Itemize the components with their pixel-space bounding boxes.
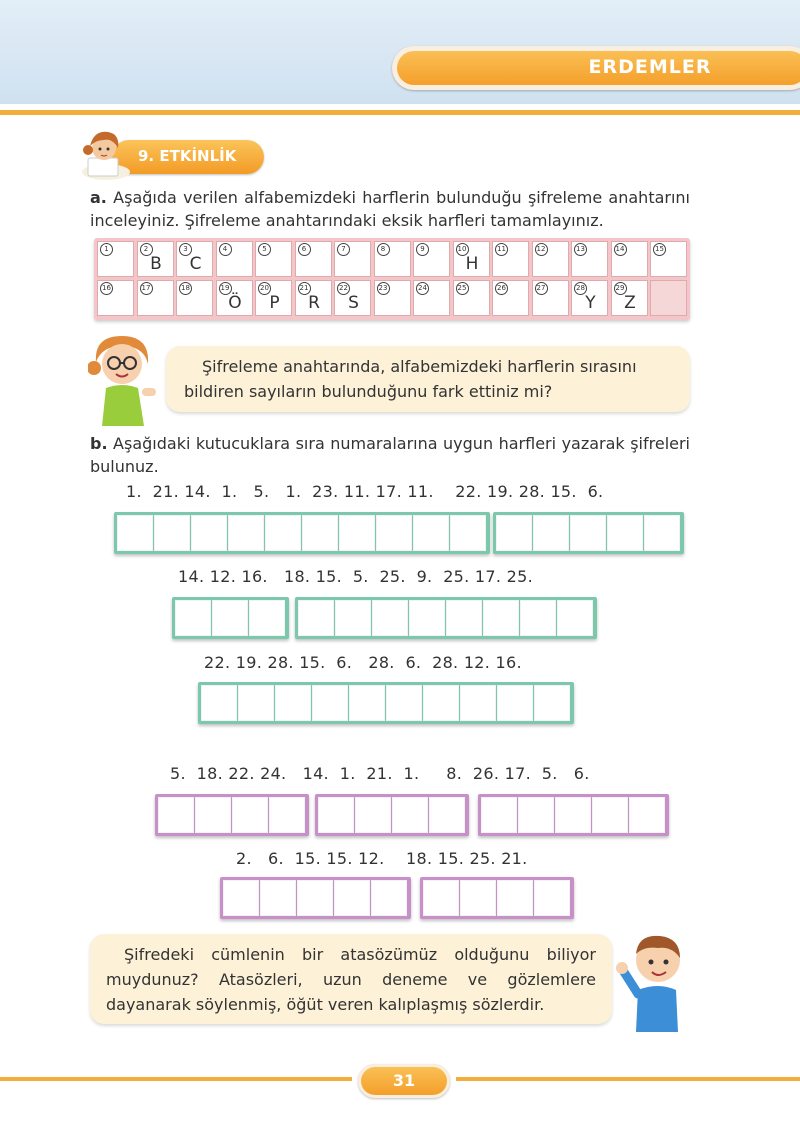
cipher-cell-13[interactable] xyxy=(571,241,608,277)
page-number: 31 xyxy=(392,1071,416,1090)
answer-box[interactable] xyxy=(154,515,190,551)
cipher-cell-number: 25 xyxy=(456,282,469,295)
cipher-cell-number: 5 xyxy=(258,243,271,256)
cipher-cell-number: 10 xyxy=(456,243,469,256)
answer-box[interactable] xyxy=(275,685,311,721)
answer-box[interactable] xyxy=(238,685,274,721)
cipher-cell-number: 6 xyxy=(298,243,311,256)
cipher-cell-number: 20 xyxy=(258,282,271,295)
answer-box[interactable] xyxy=(392,797,428,833)
answer-box[interactable] xyxy=(570,515,606,551)
answer-box[interactable] xyxy=(349,685,385,721)
answer-box[interactable] xyxy=(497,880,533,916)
answer-box[interactable] xyxy=(534,685,570,721)
answer-box[interactable] xyxy=(201,685,237,721)
boy-speech-text: Şifredeki cümlenin bir atasözümüz olduğunu biliyor muydunuz? Atasözleri, uzun deneme ve gözlemlere dayanarak söylenmiş, öğüt veren kalıplaşmış sözlerdir. xyxy=(106,945,596,1014)
cipher-cell-number: 9 xyxy=(416,243,429,256)
answer-box[interactable] xyxy=(318,797,354,833)
footer-line-left xyxy=(0,1077,352,1081)
answer-box[interactable] xyxy=(460,685,496,721)
reading-girl-icon xyxy=(78,124,134,182)
part-a-marker: a. xyxy=(90,188,107,207)
cipher-cell-number: 23 xyxy=(377,282,390,295)
cipher-cell-26[interactable] xyxy=(492,280,529,316)
answer-box[interactable] xyxy=(481,797,517,833)
cipher-key-table xyxy=(94,238,690,320)
cipher-cell-28[interactable] xyxy=(571,280,608,316)
answer-box[interactable] xyxy=(423,880,459,916)
part-a-instructions xyxy=(90,186,690,232)
cipher-cell-5[interactable] xyxy=(255,241,292,277)
cipher-cell-number: 18 xyxy=(179,282,192,295)
answer-box[interactable] xyxy=(496,515,532,551)
puzzle-4-word-2 xyxy=(315,794,469,836)
answer-box[interactable] xyxy=(265,515,301,551)
answer-box[interactable] xyxy=(592,797,628,833)
answer-box[interactable] xyxy=(629,797,665,833)
answer-box[interactable] xyxy=(607,515,643,551)
cipher-cell-letter: R xyxy=(308,293,320,313)
cipher-cell-3[interactable] xyxy=(176,241,213,277)
answer-box[interactable] xyxy=(450,515,486,551)
cipher-cell-number: 12 xyxy=(535,243,548,256)
cipher-cell-24[interactable] xyxy=(413,280,450,316)
answer-box[interactable] xyxy=(497,685,533,721)
cipher-cell-empty xyxy=(650,280,687,316)
cipher-cell-number: 7 xyxy=(337,243,350,256)
cipher-cell-20[interactable] xyxy=(255,280,292,316)
answer-box[interactable] xyxy=(191,515,227,551)
answer-box[interactable] xyxy=(520,600,556,636)
answer-box[interactable] xyxy=(298,600,334,636)
puzzle-1-word-2 xyxy=(493,512,684,554)
activity-label: 9. ETKİNLİK xyxy=(138,147,237,165)
cipher-cell-15[interactable] xyxy=(650,241,687,277)
cipher-cell-22[interactable] xyxy=(334,280,371,316)
answer-box[interactable] xyxy=(249,600,285,636)
cipher-cell-number: 29 xyxy=(614,282,627,295)
cipher-cell-number: 4 xyxy=(219,243,232,256)
cipher-cell-number: 2 xyxy=(140,243,153,256)
cipher-cell-letter: Z xyxy=(624,293,636,313)
puzzle-1-word-1 xyxy=(114,512,490,554)
answer-box[interactable] xyxy=(297,880,333,916)
cipher-cell-number: 24 xyxy=(416,282,429,295)
cipher-cell-number: 8 xyxy=(377,243,390,256)
cipher-cell-23[interactable] xyxy=(374,280,411,316)
answer-box[interactable] xyxy=(534,880,570,916)
cipher-cell-number: 3 xyxy=(179,243,192,256)
cipher-cell-1[interactable] xyxy=(97,241,134,277)
cipher-cell-29[interactable] xyxy=(611,280,648,316)
answer-box[interactable] xyxy=(371,880,407,916)
cipher-cell-letter: P xyxy=(269,293,280,313)
cipher-cell-number: 17 xyxy=(140,282,153,295)
cipher-cell-10[interactable] xyxy=(453,241,490,277)
cipher-cell-number: 11 xyxy=(495,243,508,256)
cipher-cell-number: 16 xyxy=(100,282,113,295)
girl-with-glasses-icon xyxy=(88,332,158,426)
cipher-cell-2[interactable] xyxy=(137,241,174,277)
answer-box[interactable] xyxy=(376,515,412,551)
answer-box[interactable] xyxy=(355,797,391,833)
answer-box[interactable] xyxy=(228,515,264,551)
puzzle-3-word-1 xyxy=(198,682,574,724)
cipher-cell-6[interactable] xyxy=(295,241,332,277)
unit-title: ERDEMLER xyxy=(588,56,712,78)
answer-box[interactable] xyxy=(446,600,482,636)
answer-box[interactable] xyxy=(117,515,153,551)
answer-box[interactable] xyxy=(518,797,554,833)
answer-box[interactable] xyxy=(409,600,445,636)
cipher-cell-21[interactable] xyxy=(295,280,332,316)
footer-line-right xyxy=(456,1077,800,1081)
answer-box[interactable] xyxy=(339,515,375,551)
answer-box[interactable] xyxy=(413,515,449,551)
puzzle-3-numbers: 22. 19. 28. 15. 6. 28. 6. 28. 12. 16. xyxy=(204,653,522,672)
answer-box[interactable] xyxy=(232,797,268,833)
waving-boy-icon xyxy=(614,924,694,1032)
answer-box[interactable] xyxy=(223,880,259,916)
answer-box[interactable] xyxy=(195,797,231,833)
puzzle-4-numbers: 5. 18. 22. 24. 14. 1. 21. 1. 8. 26. 17. 5. 6. xyxy=(170,764,590,783)
cipher-cell-7[interactable] xyxy=(334,241,371,277)
answer-box[interactable] xyxy=(334,880,370,916)
cipher-cell-17[interactable] xyxy=(137,280,174,316)
cipher-cell-number: 27 xyxy=(535,282,548,295)
cipher-cell-19[interactable] xyxy=(216,280,253,316)
puzzle-1-numbers: 1. 21. 14. 1. 5. 1. 23. 11. 17. 11. 22. 19. 28. 15. 6. xyxy=(126,482,604,501)
puzzle-2-word-2 xyxy=(295,597,597,639)
header-divider xyxy=(0,110,800,115)
part-b-text: Aşağıdaki kutucuklara sıra numaralarına uygun harfleri yazarak şifreleri bulunuz. xyxy=(90,434,690,476)
cipher-cell-16[interactable] xyxy=(97,280,134,316)
part-b-instructions xyxy=(90,432,690,478)
cipher-cell-12[interactable] xyxy=(532,241,569,277)
cipher-cell-letter: S xyxy=(348,293,359,313)
answer-box[interactable] xyxy=(372,600,408,636)
cipher-cell-letter: Y xyxy=(585,293,596,313)
puzzle-5-word-2 xyxy=(420,877,574,919)
cipher-cell-number: 15 xyxy=(653,243,666,256)
puzzle-2-word-1 xyxy=(172,597,289,639)
cipher-cell-number: 14 xyxy=(614,243,627,256)
answer-box[interactable] xyxy=(483,600,519,636)
cipher-cell-number: 19 xyxy=(219,282,232,295)
cipher-cell-number: 1 xyxy=(100,243,113,256)
cipher-cell-4[interactable] xyxy=(216,241,253,277)
cipher-cell-letter: Ö xyxy=(228,293,242,313)
answer-box[interactable] xyxy=(335,600,371,636)
cipher-cell-number: 13 xyxy=(574,243,587,256)
cipher-cell-number: 22 xyxy=(337,282,350,295)
girl-speech-text: Şifreleme anahtarında, alfabemizdeki harflerin sırasını bildiren sayıların bulunduğunu fark ettiniz mi? xyxy=(184,357,637,401)
answer-box[interactable] xyxy=(175,600,211,636)
answer-box[interactable] xyxy=(386,685,422,721)
cipher-cell-number: 28 xyxy=(574,282,587,295)
puzzle-4-word-3 xyxy=(478,794,669,836)
cipher-cell-14[interactable] xyxy=(611,241,648,277)
answer-box[interactable] xyxy=(158,797,194,833)
cipher-cell-8[interactable] xyxy=(374,241,411,277)
cipher-cell-18[interactable] xyxy=(176,280,213,316)
cipher-cell-9[interactable] xyxy=(413,241,450,277)
part-a-text: Aşağıda verilen alfabemizdeki harflerin bulunduğu şifreleme anahtarını inceleyiniz. Şifreleme anahtarındaki eksik harfleri tamamlayınız. xyxy=(90,188,691,230)
answer-box[interactable] xyxy=(269,797,305,833)
answer-box[interactable] xyxy=(423,685,459,721)
cipher-cell-letter: B xyxy=(150,254,162,274)
answer-box[interactable] xyxy=(533,515,569,551)
puzzle-4-word-1 xyxy=(155,794,309,836)
cipher-cell-number: 21 xyxy=(298,282,311,295)
answer-box[interactable] xyxy=(212,600,248,636)
answer-box[interactable] xyxy=(312,685,348,721)
answer-box[interactable] xyxy=(302,515,338,551)
answer-box[interactable] xyxy=(557,600,593,636)
cipher-cell-11[interactable] xyxy=(492,241,529,277)
cipher-cell-number: 26 xyxy=(495,282,508,295)
answer-box[interactable] xyxy=(644,515,680,551)
puzzle-2-numbers: 14. 12. 16. 18. 15. 5. 25. 9. 25. 17. 25. xyxy=(178,567,534,586)
cipher-cell-25[interactable] xyxy=(453,280,490,316)
answer-box[interactable] xyxy=(429,797,465,833)
puzzle-5-word-1 xyxy=(220,877,411,919)
answer-box[interactable] xyxy=(555,797,591,833)
answer-box[interactable] xyxy=(460,880,496,916)
cipher-cell-letter: C xyxy=(189,254,202,274)
puzzle-5-numbers: 2. 6. 15. 15. 12. 18. 15. 25. 21. xyxy=(236,849,528,868)
cipher-cell-27[interactable] xyxy=(532,280,569,316)
answer-box[interactable] xyxy=(260,880,296,916)
part-b-marker: b. xyxy=(90,434,108,453)
cipher-cell-letter: H xyxy=(465,254,479,274)
